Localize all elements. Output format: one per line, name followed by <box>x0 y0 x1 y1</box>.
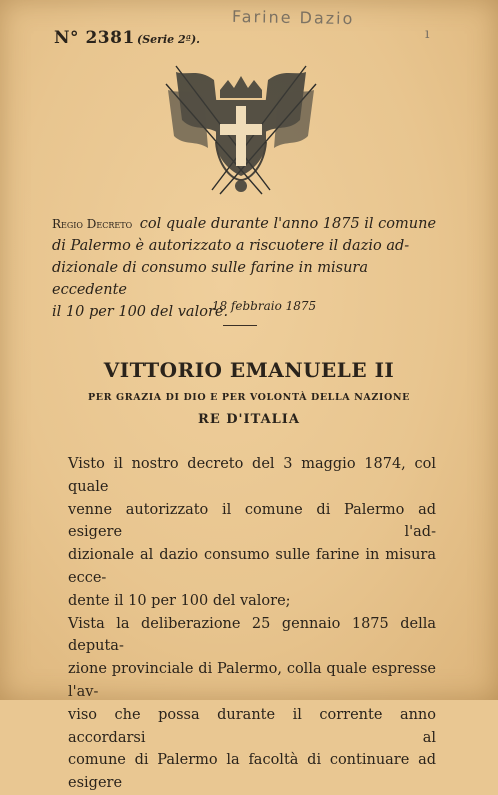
savoy-coat-of-arms-icon <box>158 62 324 198</box>
body-line: Visto il nostro decreto del 3 maggio 1874, col quale <box>68 456 436 495</box>
decree-number: N° 2381 <box>54 28 135 48</box>
sovereign-name: VITTORIO EMANUELE II <box>103 358 395 382</box>
series-label: (Serie 2ª). <box>137 33 200 46</box>
pencil-mark: ı <box>425 26 430 42</box>
divider <box>223 325 257 326</box>
title-line: il 10 per 100 del valore. <box>52 304 229 320</box>
sovereign-grace: PER GRAZIA DI DIO E PER VOLONTÀ DELLA NAZIONE <box>88 392 410 403</box>
title-line: di Palermo è autorizzato a riscuotere il dazio ad- <box>52 238 410 254</box>
body-line: dente il 10 per 100 del valore; <box>68 592 291 609</box>
body-line: comune di Palermo la facoltà di continuare ad esigere <box>68 752 436 792</box>
title-line: col quale durante l'anno 1875 il comune <box>139 216 437 232</box>
body-line: zione provinciale di Palermo, colla quale espresse l'av- <box>68 661 436 700</box>
decree-body <box>68 453 436 795</box>
body-line: Vista la deliberazione 25 gennaio 1875 della deputa- <box>68 615 436 655</box>
body-line: viso che possa durante il corrente anno accordarsi al <box>68 706 436 746</box>
decree-date: 18 febbraio 1875 <box>211 299 317 313</box>
handwritten-note: Farine Dazio <box>231 6 355 29</box>
body-line: dizionale al dazio consumo sulle farine in misura ecce- <box>68 547 436 586</box>
sovereign-title: RE D'ITALIA <box>198 412 300 427</box>
title-prefix: Regio Decreto <box>52 217 133 231</box>
title-line: dizionale di consumo sulle farine in misura eccedente <box>52 260 369 298</box>
body-line: venne autorizzato il comune di Palermo ad esigere l'ad- <box>68 501 436 541</box>
